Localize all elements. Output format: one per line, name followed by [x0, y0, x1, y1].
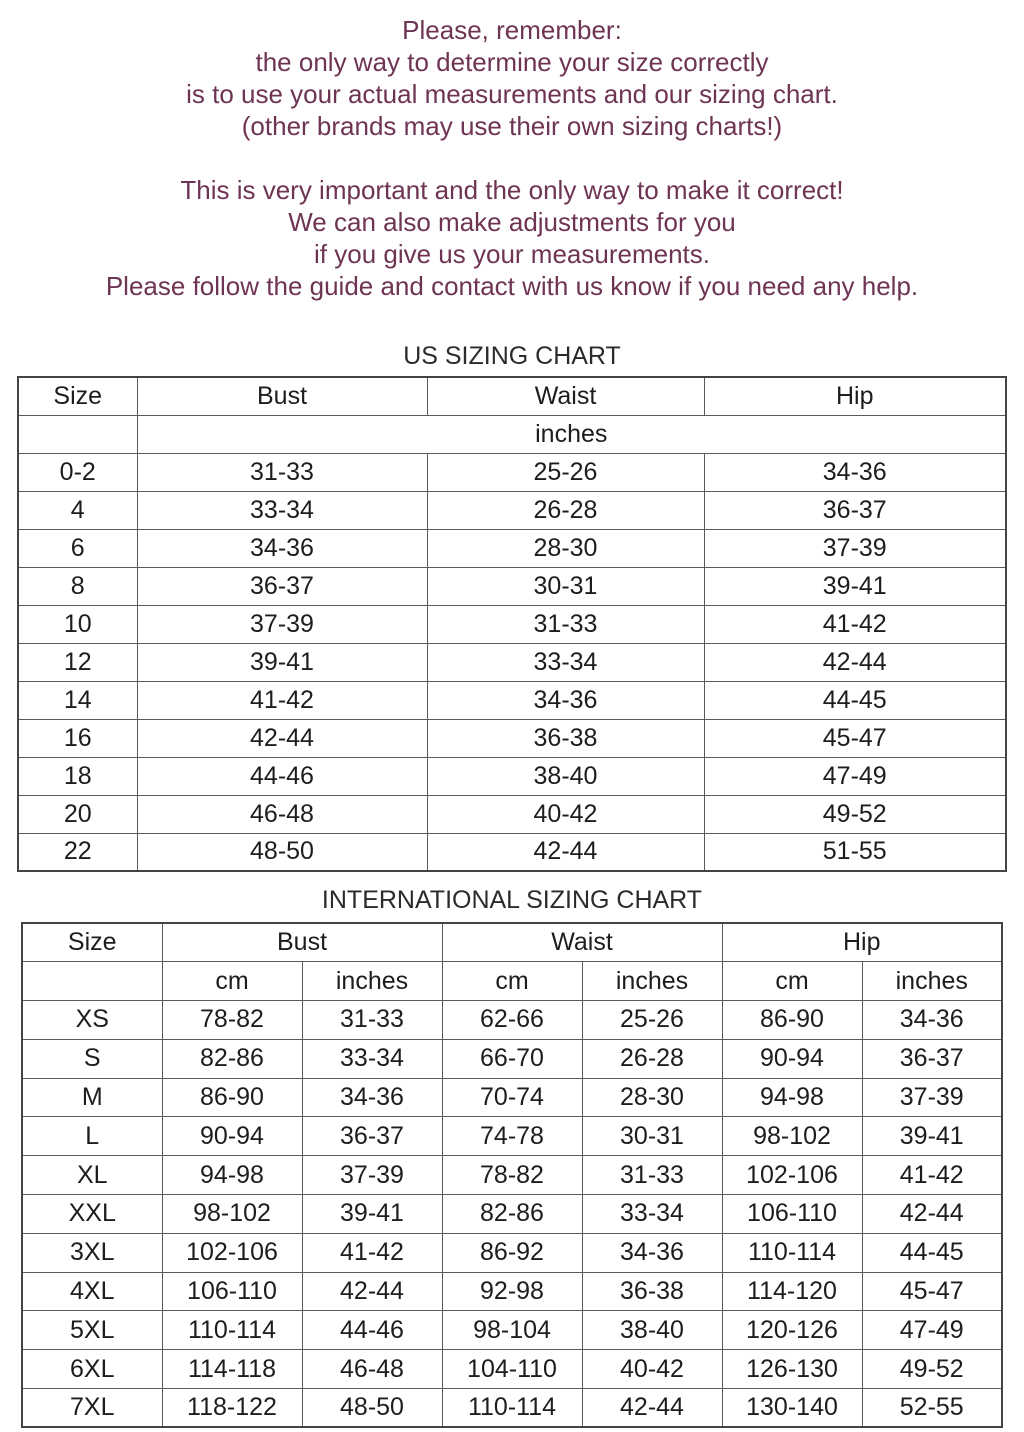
hip-inches-cell: 47-49: [862, 1311, 1002, 1350]
us-col-header-waist: Waist: [427, 377, 704, 415]
waist-cm-cell: 82-86: [442, 1195, 582, 1234]
hip-cell: 34-36: [704, 453, 1006, 491]
table-row: [18, 833, 1006, 871]
hip-cell: 47-49: [704, 757, 1006, 795]
waist-inches-cell: 26-28: [582, 1039, 722, 1078]
table-row: [18, 681, 1006, 719]
bust-inches-cell: 36-37: [302, 1117, 442, 1156]
size-cell: XS: [22, 1001, 162, 1040]
bust-inches-cell: 41-42: [302, 1233, 442, 1272]
table-row: [18, 795, 1006, 833]
intro-line: is to use your actual measurements and our sizing chart.: [186, 79, 838, 109]
waist-cm-cell: 104-110: [442, 1350, 582, 1389]
table-row: [18, 453, 1006, 491]
waist-cm-cell: 86-92: [442, 1233, 582, 1272]
hip-cm-cell: 86-90: [722, 1001, 862, 1040]
bust-cm-cell: 102-106: [162, 1233, 302, 1272]
table-row: [22, 1039, 1002, 1078]
hip-cell: 45-47: [704, 719, 1006, 757]
waist-cell: 28-30: [427, 529, 704, 567]
hip-cm-cell: 98-102: [722, 1117, 862, 1156]
waist-cm-cell: 98-104: [442, 1311, 582, 1350]
unit-cell-hip-inches: inches: [862, 962, 1002, 1001]
hip-inches-cell: 42-44: [862, 1195, 1002, 1234]
size-cell: 7XL: [22, 1389, 162, 1428]
waist-cell: 30-31: [427, 567, 704, 605]
waist-inches-cell: 28-30: [582, 1078, 722, 1117]
waist-inches-cell: 42-44: [582, 1389, 722, 1428]
hip-cell: 41-42: [704, 605, 1006, 643]
table-row: [18, 567, 1006, 605]
us-col-header-size: Size: [18, 377, 137, 415]
waist-cell: 42-44: [427, 833, 704, 871]
bust-inches-cell: 48-50: [302, 1389, 442, 1428]
waist-inches-cell: 40-42: [582, 1350, 722, 1389]
size-cell: 0-2: [18, 453, 137, 491]
hip-cell: 42-44: [704, 643, 1006, 681]
size-cell: M: [22, 1078, 162, 1117]
bust-cm-cell: 110-114: [162, 1311, 302, 1350]
hip-cell: 51-55: [704, 833, 1006, 871]
bust-cell: 41-42: [137, 681, 427, 719]
bust-inches-cell: 42-44: [302, 1272, 442, 1311]
hip-cm-cell: 130-140: [722, 1389, 862, 1428]
bust-cm-cell: 94-98: [162, 1156, 302, 1195]
size-cell: L: [22, 1117, 162, 1156]
waist-cm-cell: 70-74: [442, 1078, 582, 1117]
hip-cell: 39-41: [704, 567, 1006, 605]
size-cell: XL: [22, 1156, 162, 1195]
bust-cm-cell: 90-94: [162, 1117, 302, 1156]
unit-cell: inches: [137, 415, 1006, 453]
bust-cell: 48-50: [137, 833, 427, 871]
bust-cell: 31-33: [137, 453, 427, 491]
hip-cell: 49-52: [704, 795, 1006, 833]
hip-inches-cell: 52-55: [862, 1389, 1002, 1428]
bust-cell: 39-41: [137, 643, 427, 681]
bust-cell: 34-36: [137, 529, 427, 567]
bust-cell: 36-37: [137, 567, 427, 605]
table-row: [18, 491, 1006, 529]
intro-blank-line: [0, 142, 1024, 174]
intl-chart-title: INTERNATIONAL SIZING CHART: [321, 886, 703, 914]
hip-cell: 36-37: [704, 491, 1006, 529]
table-row: [18, 719, 1006, 757]
hip-cell: 44-45: [704, 681, 1006, 719]
size-cell: 6XL: [22, 1350, 162, 1389]
waist-cm-cell: 66-70: [442, 1039, 582, 1078]
bust-inches-cell: 46-48: [302, 1350, 442, 1389]
waist-cell: 40-42: [427, 795, 704, 833]
size-cell: 5XL: [22, 1311, 162, 1350]
unit-cell-waist-inches: inches: [582, 962, 722, 1001]
waist-cell: 25-26: [427, 453, 704, 491]
table-row: [18, 529, 1006, 567]
size-cell: 4: [18, 491, 137, 529]
waist-inches-cell: 36-38: [582, 1272, 722, 1311]
bust-inches-cell: 37-39: [302, 1156, 442, 1195]
hip-cm-cell: 126-130: [722, 1350, 862, 1389]
intl-col-header-size: Size: [22, 923, 162, 962]
hip-cm-cell: 94-98: [722, 1078, 862, 1117]
intro-line: the only way to determine your size correctly: [255, 47, 769, 77]
table-row: [22, 1389, 1002, 1428]
unit-cell-hip-cm: cm: [722, 962, 862, 1001]
unit-cell-waist-cm: cm: [442, 962, 582, 1001]
waist-cm-cell: 110-114: [442, 1389, 582, 1428]
table-row: [22, 1272, 1002, 1311]
intro-line: Please follow the guide and contact with us know if you need any help.: [105, 271, 919, 301]
waist-inches-cell: 25-26: [582, 1001, 722, 1040]
bust-cell: 44-46: [137, 757, 427, 795]
size-cell: 8: [18, 567, 137, 605]
table-row: [22, 1233, 1002, 1272]
size-cell: 16: [18, 719, 137, 757]
table-row: [22, 1350, 1002, 1389]
bust-cm-cell: 114-118: [162, 1350, 302, 1389]
bust-cm-cell: 86-90: [162, 1078, 302, 1117]
size-cell: 22: [18, 833, 137, 871]
bust-inches-cell: 44-46: [302, 1311, 442, 1350]
intro-line: We can also make adjustments for you: [288, 207, 736, 237]
bust-cm-cell: 78-82: [162, 1001, 302, 1040]
intl-col-header-bust: Bust: [162, 923, 442, 962]
bust-inches-cell: 39-41: [302, 1195, 442, 1234]
intro-line: This is very important and the only way to make it correct!: [180, 175, 844, 205]
hip-inches-cell: 37-39: [862, 1078, 1002, 1117]
table-row: [18, 643, 1006, 681]
size-cell: 14: [18, 681, 137, 719]
waist-inches-cell: 31-33: [582, 1156, 722, 1195]
us-sizing-table: [17, 376, 1007, 872]
table-row: [22, 1311, 1002, 1350]
hip-cm-cell: 106-110: [722, 1195, 862, 1234]
waist-cell: 36-38: [427, 719, 704, 757]
size-cell: XXL: [22, 1195, 162, 1234]
size-cell: 18: [18, 757, 137, 795]
bust-cell: 42-44: [137, 719, 427, 757]
table-row: [22, 1156, 1002, 1195]
bust-cm-cell: 106-110: [162, 1272, 302, 1311]
us-header-row: [18, 377, 1006, 415]
table-row: [18, 757, 1006, 795]
bust-inches-cell: 34-36: [302, 1078, 442, 1117]
size-cell: 20: [18, 795, 137, 833]
hip-inches-cell: 34-36: [862, 1001, 1002, 1040]
bust-cm-cell: 82-86: [162, 1039, 302, 1078]
hip-inches-cell: 49-52: [862, 1350, 1002, 1389]
us-unit-row: [18, 415, 1006, 453]
us-col-header-hip: Hip: [704, 377, 1006, 415]
size-cell: 12: [18, 643, 137, 681]
intl-col-header-hip: Hip: [722, 923, 1002, 962]
size-cell: 10: [18, 605, 137, 643]
bust-cm-cell: 98-102: [162, 1195, 302, 1234]
table-row: [22, 1195, 1002, 1234]
table-row: [18, 605, 1006, 643]
hip-inches-cell: 36-37: [862, 1039, 1002, 1078]
hip-inches-cell: 39-41: [862, 1117, 1002, 1156]
size-cell: 4XL: [22, 1272, 162, 1311]
intro-line: Please, remember:: [402, 15, 622, 45]
hip-cm-cell: 114-120: [722, 1272, 862, 1311]
bust-cell: 33-34: [137, 491, 427, 529]
waist-cell: 38-40: [427, 757, 704, 795]
intro-line: if you give us your measurements.: [314, 239, 710, 269]
hip-inches-cell: 45-47: [862, 1272, 1002, 1311]
waist-cm-cell: 62-66: [442, 1001, 582, 1040]
table-row: [22, 1117, 1002, 1156]
waist-cell: 33-34: [427, 643, 704, 681]
waist-cm-cell: 92-98: [442, 1272, 582, 1311]
hip-inches-cell: 41-42: [862, 1156, 1002, 1195]
us-chart-title: US SIZING CHART: [403, 342, 621, 370]
intl-unit-row: [22, 962, 1002, 1001]
hip-cell: 37-39: [704, 529, 1006, 567]
size-cell: 3XL: [22, 1233, 162, 1272]
hip-cm-cell: 110-114: [722, 1233, 862, 1272]
international-sizing-table: [21, 922, 1003, 1428]
hip-cm-cell: 120-126: [722, 1311, 862, 1350]
intl-col-header-waist: Waist: [442, 923, 722, 962]
intro-text: [0, 14, 1024, 302]
table-row: [22, 1001, 1002, 1040]
empty-cell: [22, 962, 162, 1001]
unit-cell-bust-cm: cm: [162, 962, 302, 1001]
us-table-body: [18, 453, 1006, 871]
bust-cm-cell: 118-122: [162, 1389, 302, 1428]
hip-cm-cell: 102-106: [722, 1156, 862, 1195]
intl-header-row: [22, 923, 1002, 962]
waist-cell: 34-36: [427, 681, 704, 719]
waist-inches-cell: 33-34: [582, 1195, 722, 1234]
size-cell: S: [22, 1039, 162, 1078]
waist-inches-cell: 34-36: [582, 1233, 722, 1272]
waist-cell: 26-28: [427, 491, 704, 529]
intro-line: (other brands may use their own sizing charts!): [241, 111, 783, 141]
unit-cell-bust-inches: inches: [302, 962, 442, 1001]
hip-inches-cell: 44-45: [862, 1233, 1002, 1272]
hip-cm-cell: 90-94: [722, 1039, 862, 1078]
bust-cell: 37-39: [137, 605, 427, 643]
waist-cm-cell: 74-78: [442, 1117, 582, 1156]
size-cell: 6: [18, 529, 137, 567]
bust-inches-cell: 33-34: [302, 1039, 442, 1078]
waist-cm-cell: 78-82: [442, 1156, 582, 1195]
empty-cell: [18, 415, 137, 453]
bust-inches-cell: 31-33: [302, 1001, 442, 1040]
waist-inches-cell: 30-31: [582, 1117, 722, 1156]
table-row: [22, 1078, 1002, 1117]
bust-cell: 46-48: [137, 795, 427, 833]
waist-inches-cell: 38-40: [582, 1311, 722, 1350]
intl-table-body: [22, 1001, 1002, 1428]
us-col-header-bust: Bust: [137, 377, 427, 415]
waist-cell: 31-33: [427, 605, 704, 643]
